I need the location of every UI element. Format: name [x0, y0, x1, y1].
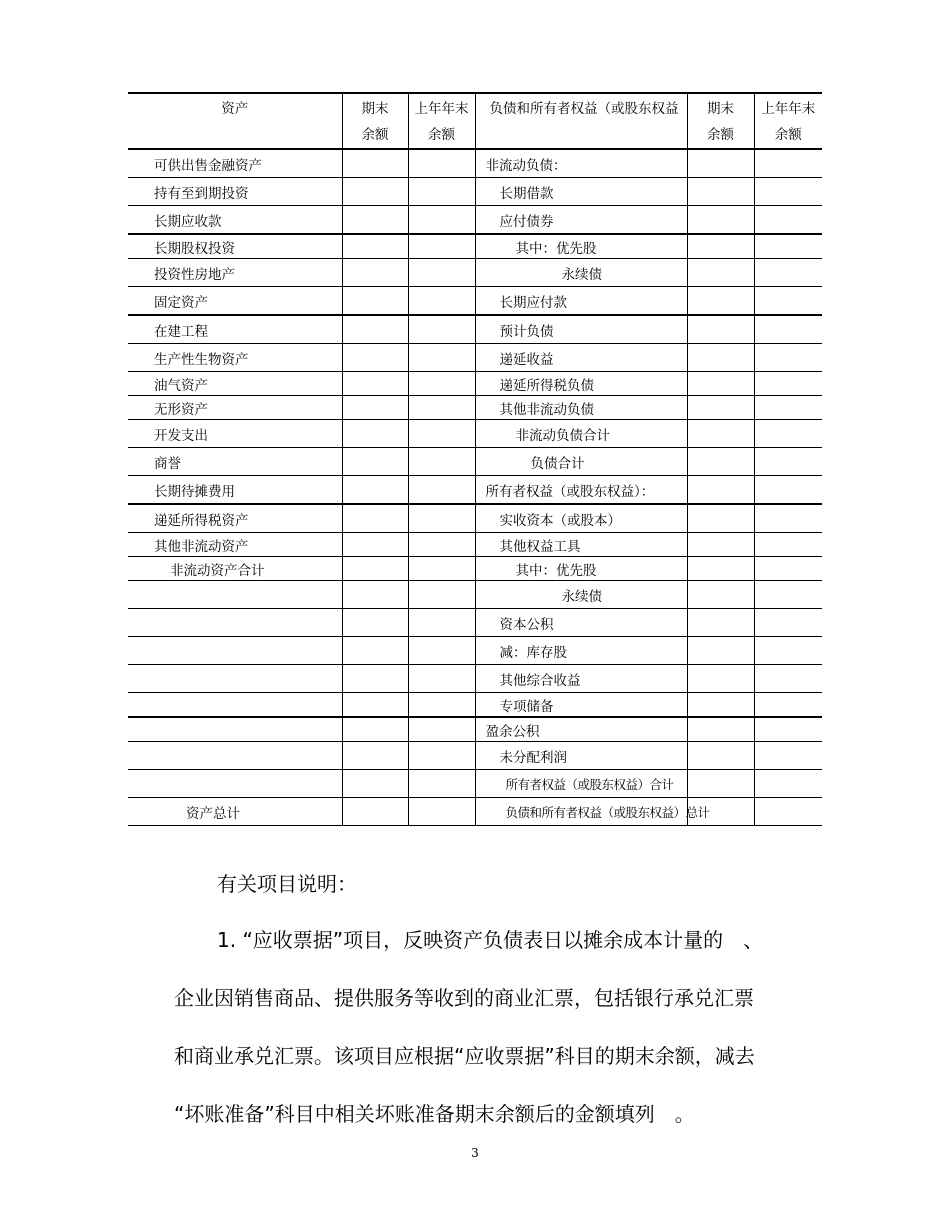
table-row — [128, 798, 822, 826]
table-row — [128, 234, 822, 259]
table-row — [128, 315, 822, 344]
asset-label — [128, 665, 342, 693]
asset-label — [128, 581, 342, 609]
liability-label: 其中：优先股 — [475, 557, 687, 581]
liability-label: 应付债券 — [475, 206, 687, 235]
asset-label: 可供出售金融资产 — [128, 149, 342, 178]
liability-label: 负债和所有者权益（或股东权益）总计 — [475, 798, 687, 826]
liability-label: 递延所得税负债 — [475, 372, 687, 396]
header-liabilities-equity: 负债和所有者权益（或股东权益 — [475, 93, 687, 149]
header-asset: 资产 — [128, 93, 342, 149]
table-row — [128, 770, 822, 798]
liability-label: 其他综合收益 — [475, 665, 687, 693]
balance-sheet-table — [128, 92, 822, 826]
liability-label: 其他权益工具 — [475, 533, 687, 557]
liability-label: 盈余公积 — [475, 717, 687, 742]
table-row — [128, 665, 822, 693]
asset-label: 长期股权投资 — [128, 234, 342, 259]
asset-label — [128, 742, 342, 770]
note-paragraph-line: “坏账准备”科目中相关坏账准备期末余额后的金额填列 。 — [174, 1102, 695, 1126]
liability-label: 未分配利润 — [475, 742, 687, 770]
table-row — [128, 581, 822, 609]
asset-label: 资产总计 — [128, 798, 342, 826]
liability-label: 递延收益 — [475, 344, 687, 372]
table-row — [128, 259, 822, 287]
notes-heading: 有关项目说明： — [217, 872, 357, 896]
asset-label: 非流动资产合计 — [128, 557, 342, 581]
liability-label: 减：库存股 — [475, 637, 687, 665]
liability-label: 其他非流动负债 — [475, 396, 687, 420]
table-row — [128, 609, 822, 637]
table-row — [128, 287, 822, 316]
asset-label — [128, 609, 342, 637]
liability-label: 资本公积 — [475, 609, 687, 637]
asset-label — [128, 693, 342, 718]
table-row — [128, 396, 822, 420]
table-header-row — [128, 93, 822, 149]
asset-label: 商誉 — [128, 448, 342, 476]
asset-label: 长期待摊费用 — [128, 476, 342, 505]
asset-label: 其他非流动资产 — [128, 533, 342, 557]
asset-label: 递延所得税资产 — [128, 504, 342, 533]
liability-label: 其中：优先股 — [475, 234, 687, 259]
liability-label: 所有者权益（或股东权益）合计 — [475, 770, 687, 798]
balance-sheet — [128, 92, 822, 826]
table-row — [128, 504, 822, 533]
table-row — [128, 742, 822, 770]
asset-label: 油气资产 — [128, 372, 342, 396]
asset-label — [128, 770, 342, 798]
header-prior-balance: 上年年末 余额 — [408, 93, 475, 149]
liability-label: 预计负债 — [475, 315, 687, 344]
asset-label: 固定资产 — [128, 287, 342, 316]
liability-label: 负债合计 — [475, 448, 687, 476]
asset-label: 长期应收款 — [128, 206, 342, 235]
asset-label: 持有至到期投资 — [128, 178, 342, 206]
liability-label: 所有者权益（或股东权益）： — [475, 476, 687, 505]
table-row — [128, 557, 822, 581]
liability-label: 永续债 — [475, 581, 687, 609]
table-row — [128, 149, 822, 178]
table-row — [128, 476, 822, 505]
table-row — [128, 533, 822, 557]
liability-label: 专项储备 — [475, 693, 687, 718]
table-row — [128, 344, 822, 372]
table-row — [128, 206, 822, 235]
liability-label: 长期借款 — [475, 178, 687, 206]
asset-label: 在建工程 — [128, 315, 342, 344]
header-end-balance: 期末 余额 — [342, 93, 408, 149]
table-row — [128, 717, 822, 742]
header-prior-balance-right: 上年年末 余额 — [754, 93, 822, 149]
liability-label: 非流动负债合计 — [475, 420, 687, 448]
table-row — [128, 178, 822, 206]
note-paragraph-line: 企业因销售商品、提供服务等收到的商业汇票，包括银行承兑汇票 — [174, 986, 754, 1010]
table-row — [128, 372, 822, 396]
liability-label: 实收资本（或股本） — [475, 504, 687, 533]
liability-label: 非流动负债： — [475, 149, 687, 178]
asset-label: 开发支出 — [128, 420, 342, 448]
asset-label: 无形资产 — [128, 396, 342, 420]
page-number: 3 — [471, 1146, 479, 1160]
note-paragraph-line: 1. “应收票据”项目，反映资产负债表日以摊余成本计量的 、 — [217, 928, 764, 952]
asset-label — [128, 717, 342, 742]
asset-label — [128, 637, 342, 665]
note-paragraph-line: 和商业承兑汇票。该项目应根据“应收票据”科目的期末余额，减去 — [174, 1044, 755, 1068]
header-end-balance-right: 期末 余额 — [687, 93, 754, 149]
table-row — [128, 637, 822, 665]
liability-label: 永续债 — [475, 259, 687, 287]
table-row — [128, 693, 822, 718]
liability-label: 长期应付款 — [475, 287, 687, 316]
table-row — [128, 420, 822, 448]
asset-label: 投资性房地产 — [128, 259, 342, 287]
table-row — [128, 448, 822, 476]
asset-label: 生产性生物资产 — [128, 344, 342, 372]
